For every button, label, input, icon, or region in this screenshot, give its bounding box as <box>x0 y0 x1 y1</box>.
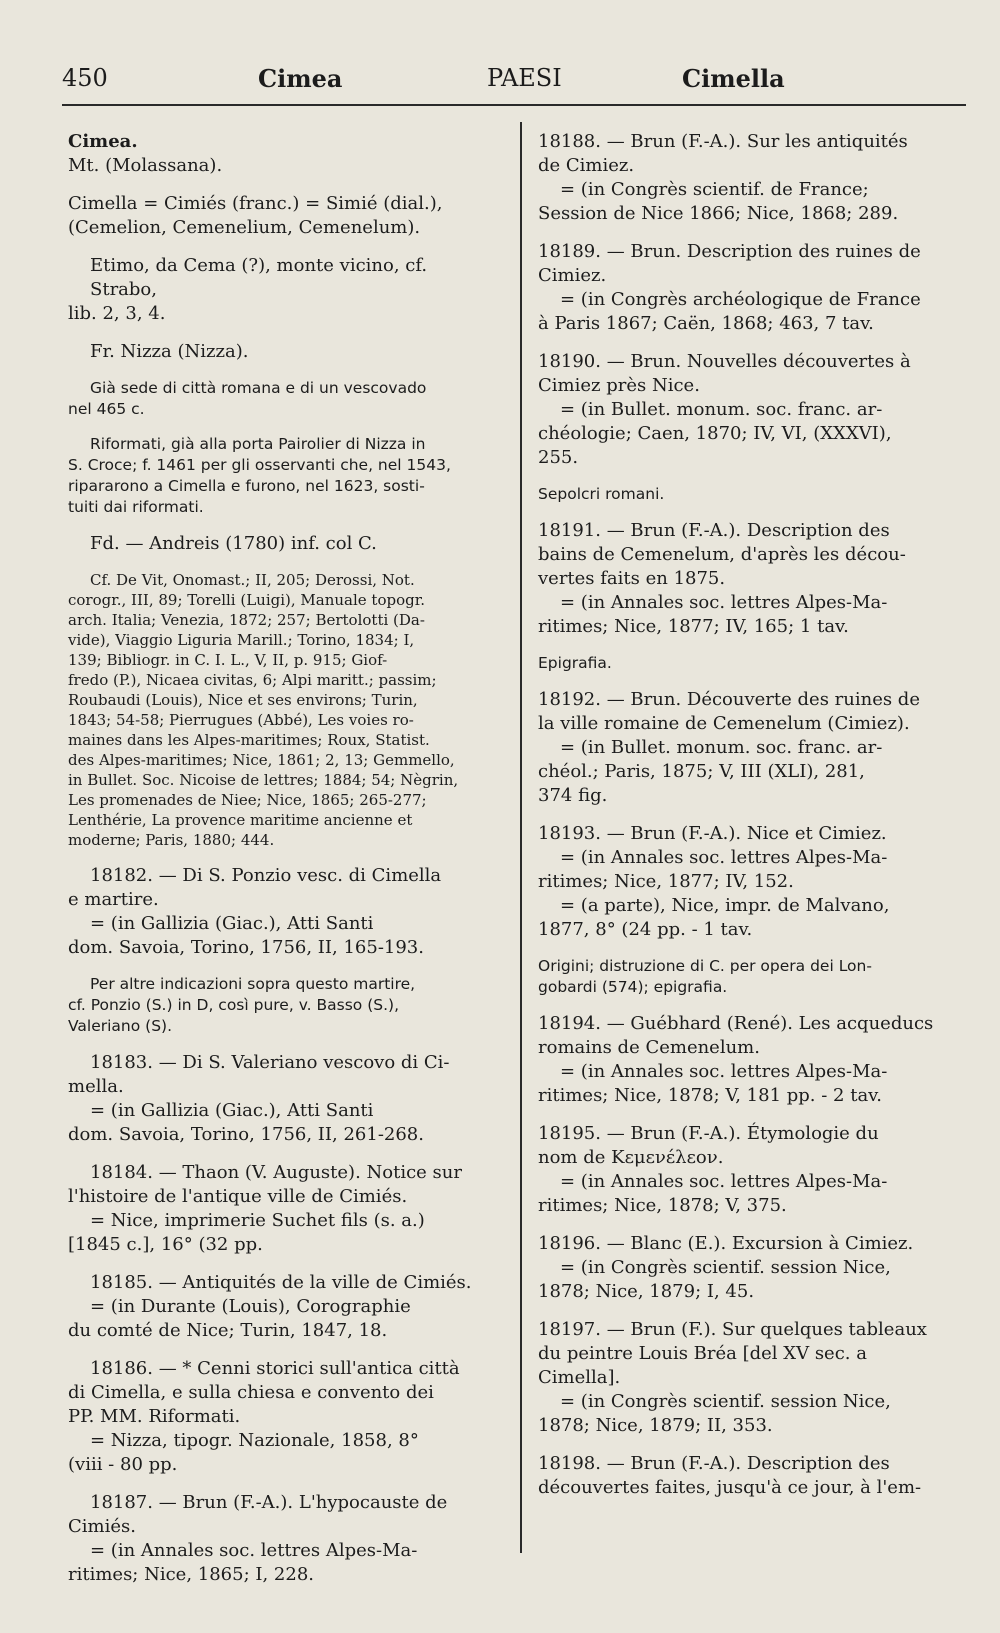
entry-altre <box>68 974 498 1037</box>
entry-line: cf. Ponzio (S.) in D, così pure, v. Basso (S.), <box>68 996 399 1014</box>
entry-line: 18186. — * Cenni storici sull'antica città <box>90 1358 460 1379</box>
entry-line: = (in Durante (Louis), Corographie <box>90 1296 411 1317</box>
entry-line: ritimes; Nice, 1878; V, 181 pp. - 2 tav. <box>538 1085 882 1106</box>
entry-line: Sepolcri romani. <box>538 485 665 503</box>
entry-line: nom de Κεμενέλεον. <box>538 1147 724 1168</box>
entry-line: = (in Annales soc. lettres Alpes-Ma- <box>560 1171 888 1192</box>
entry-line: nel 465 c. <box>68 400 145 418</box>
entry-line: dom. Savoia, Torino, 1756, II, 165-193. <box>68 937 424 958</box>
entry-line: in Bullet. Soc. Nicoise de lettres; 1884; 54; Nègrin, <box>68 771 459 789</box>
entry-line: = Nice, imprimerie Suchet fils (s. a.) <box>90 1210 425 1231</box>
entry-line: fredo (P.), Nicaea civitas, 6; Alpi maritt.; passim; <box>68 671 437 689</box>
entry-line: à Paris 1867; Caën, 1868; 463, 7 tav. <box>538 313 874 334</box>
entry-line: S. Croce; f. 1461 per gli osservanti che, nel 1543, <box>68 456 451 474</box>
entry-cimea <box>68 130 498 178</box>
entry-line: = (in Congrès archéologique de France <box>560 289 921 310</box>
entry-line: du comté de Nice; Turin, 1847, 18. <box>68 1320 388 1341</box>
entry-18185 <box>68 1271 498 1343</box>
entry-line: 18189. — Brun. Description des ruines de <box>538 241 921 262</box>
entry-line: 18183. — Di S. Valeriano vescovo di Ci- <box>90 1052 450 1073</box>
entry-sede <box>68 378 498 420</box>
entry-riformati <box>68 434 498 518</box>
entry-18192 <box>538 688 966 808</box>
entry-cimella <box>68 192 498 240</box>
entry-line: di Cimella, e sulla chiesa e convento dei <box>68 1382 434 1403</box>
entry-line: corogr., III, 89; Torelli (Luigi), Manuale topogr. <box>68 591 426 609</box>
entry-line: chéologie; Caen, 1870; IV, VI, (XXXVI), <box>538 423 892 444</box>
entry-line: 18185. — Antiquités de la ville de Cimiés. <box>90 1272 472 1293</box>
entry-line: 18197. — Brun (F.). Sur quelques tableaux <box>538 1319 927 1340</box>
entry-line: 139; Bibliogr. in C. I. L., V, II, p. 915; Giof- <box>68 651 388 669</box>
entry-line: maines dans les Alpes-maritimes; Roux, Statist. <box>68 731 430 749</box>
entry-line: Cimella]. <box>538 1367 621 1388</box>
entry-line: Valeriano (S). <box>68 1017 173 1035</box>
entry-line: 18191. — Brun (F.-A.). Description des <box>538 520 890 541</box>
entry-line: = (in Congrès scientif. session Nice, <box>560 1257 891 1278</box>
entry-line: Fr. Nizza (Nizza). <box>90 341 249 362</box>
entry-line: Cf. De Vit, Onomast.; II, 205; Derossi, Not. <box>90 571 415 589</box>
entry-line: 18194. — Guébhard (René). Les acqueducs <box>538 1013 934 1034</box>
entry-fr <box>68 340 498 364</box>
entry-line: tuiti dai riformati. <box>68 498 204 516</box>
entry-line: ritimes; Nice, 1878; V, 375. <box>538 1195 787 1216</box>
entry-18197 <box>538 1318 966 1438</box>
entry-line: Cimea. <box>68 131 138 152</box>
entry-line: Lenthérie, La provence maritime ancienne et <box>68 811 413 829</box>
entry-origini <box>538 956 966 998</box>
entry-line: = (in Annales soc. lettres Alpes-Ma- <box>560 592 888 613</box>
entry-line: = (in Annales soc. lettres Alpes-Ma- <box>90 1540 418 1561</box>
entry-line: ritimes; Nice, 1877; IV, 165; 1 tav. <box>538 616 849 637</box>
entry-line: = (in Bullet. monum. soc. franc. ar- <box>560 399 883 420</box>
entry-line: arch. Italia; Venezia, 1872; 257; Bertolotti (Da- <box>68 611 425 629</box>
entry-line: Già sede di città romana e di un vescovado <box>90 379 427 397</box>
entry-line: 18198. — Brun (F.-A.). Description des <box>538 1453 890 1474</box>
entry-line: Per altre indicazioni sopra questo martire, <box>90 975 416 993</box>
entry-line: des Alpes-maritimes; Nice, 1861; 2, 13; Gemmello, <box>68 751 455 769</box>
entry-line: 18182. — Di S. Ponzio vesc. di Cimella <box>90 865 442 886</box>
entry-line: = (in Congrès scientif. session Nice, <box>560 1391 891 1412</box>
entry-line: découvertes faites, jusqu'à ce jour, à l'em- <box>538 1477 922 1498</box>
entry-line: 18188. — Brun (F.-A.). Sur les antiquités <box>538 131 908 152</box>
entry-18184 <box>68 1161 498 1257</box>
entry-line: Roubaudi (Louis), Nice et ses environs; Turin, <box>68 691 418 709</box>
entry-line: = (a parte), Nice, impr. de Malvano, <box>560 895 890 916</box>
entry-sepolcri <box>538 484 966 505</box>
entry-line: Origini; distruzione di C. per opera dei Lon- <box>538 957 872 975</box>
entry-18196 <box>538 1232 966 1304</box>
entry-line: mella. <box>68 1076 124 1097</box>
entry-line: 18187. — Brun (F.-A.). L'hypocauste de <box>90 1492 448 1513</box>
entry-line: chéol.; Paris, 1875; V, III (XLI), 281, <box>538 761 865 782</box>
entry-line: 374 fig. <box>538 785 608 806</box>
entry-line: de Cimiez. <box>538 155 635 176</box>
entry-18186 <box>68 1357 498 1477</box>
entry-line: Session de Nice 1866; Nice, 1868; 289. <box>538 203 899 224</box>
entry-line: Cimiés. <box>68 1516 136 1537</box>
entry-line: ritimes; Nice, 1865; I, 228. <box>68 1564 315 1585</box>
entry-line: Etimo, da Cema (?), monte vicino, cf. Strabo, <box>90 255 428 300</box>
entry-line: bains de Cemenelum, d'après les décou- <box>538 544 906 565</box>
entry-line: (Cemelion, Cemenelium, Cemenelum). <box>68 217 421 238</box>
entry-line: Fd. — Andreis (1780) inf. col C. <box>90 533 377 554</box>
entry-line: = (in Gallizia (Giac.), Atti Santi <box>90 913 374 934</box>
header-left-term: Cimea <box>258 64 343 93</box>
entry-line: 18192. — Brun. Découverte des ruines de <box>538 689 920 710</box>
entry-line: = (in Gallizia (Giac.), Atti Santi <box>90 1100 374 1121</box>
entry-line: vide), Viaggio Liguria Marill.; Torino, 1834; I, <box>68 631 415 649</box>
entry-line: romains de Cemenelum. <box>538 1037 760 1058</box>
entry-line: du peintre Louis Bréa [del XV sec. a <box>538 1343 867 1364</box>
entry-line: 18196. — Blanc (E.). Excursion à Cimiez. <box>538 1233 914 1254</box>
entry-18183 <box>68 1051 498 1147</box>
entry-line: dom. Savoia, Torino, 1756, II, 261-268. <box>68 1124 424 1145</box>
entry-cf <box>68 570 498 850</box>
entry-line: Riformati, già alla porta Pairolier di Nizza in <box>90 435 426 453</box>
entry-18189 <box>538 240 966 336</box>
entry-line: [1845 c.], 16° (32 pp. <box>68 1234 263 1255</box>
entry-line: 1878; Nice, 1879; II, 353. <box>538 1415 773 1436</box>
entry-line: vertes faits en 1875. <box>538 568 726 589</box>
entry-line: moderne; Paris, 1880; 444. <box>68 831 275 849</box>
entry-line: Epigrafia. <box>538 654 612 672</box>
entry-18182 <box>68 864 498 960</box>
entry-line: lib. 2, 3, 4. <box>68 303 166 324</box>
entry-line: 1878; Nice, 1879; I, 45. <box>538 1281 755 1302</box>
entry-18198 <box>538 1452 966 1500</box>
right-column <box>538 130 966 1573</box>
entry-line: PP. MM. Riformati. <box>68 1406 241 1427</box>
entry-line: 18195. — Brun (F.-A.). Étymologie du <box>538 1123 879 1144</box>
entry-line: ritimes; Nice, 1877; IV, 152. <box>538 871 794 892</box>
entry-line: gobardi (574); epigrafia. <box>538 978 728 996</box>
entry-line: = (in Bullet. monum. soc. franc. ar- <box>560 737 883 758</box>
entry-etimo <box>68 254 498 326</box>
entry-line: (viii - 80 pp. <box>68 1454 178 1475</box>
entry-18195 <box>538 1122 966 1218</box>
entry-line: = Nizza, tipogr. Nazionale, 1858, 8° <box>90 1430 419 1451</box>
column-divider <box>520 122 522 1553</box>
entry-line: 1877, 8° (24 pp. - 1 tav. <box>538 919 753 940</box>
entry-18190 <box>538 350 966 470</box>
entry-line: Les promenades de Niee; Nice, 1865; 265-277; <box>68 791 427 809</box>
entry-line: = (in Annales soc. lettres Alpes-Ma- <box>560 847 888 868</box>
entry-line: Mt. (Molassana). <box>68 155 223 176</box>
entry-line: Cimiez près Nice. <box>538 375 700 396</box>
entry-18187 <box>68 1491 498 1587</box>
running-header <box>62 58 966 102</box>
entry-line: ripararono a Cimella e furono, nel 1623, sosti- <box>68 477 425 495</box>
entry-line: 18190. — Brun. Nouvelles découvertes à <box>538 351 911 372</box>
entry-fd <box>68 532 498 556</box>
header-right-term: Cimella <box>682 64 785 93</box>
entry-line: = (in Annales soc. lettres Alpes-Ma- <box>560 1061 888 1082</box>
entry-18188 <box>538 130 966 226</box>
entry-line: = (in Congrès scientif. de France; <box>560 179 869 200</box>
entry-line: 18193. — Brun (F.-A.). Nice et Cimiez. <box>538 823 887 844</box>
entry-epigrafia <box>538 653 966 674</box>
entry-line: la ville romaine de Cemenelum (Cimiez). <box>538 713 910 734</box>
entry-18194 <box>538 1012 966 1108</box>
entry-line: Cimella = Cimiés (franc.) = Simié (dial.), <box>68 193 443 214</box>
entry-line: l'histoire de l'antique ville de Cimiés. <box>68 1186 408 1207</box>
entry-line: e martire. <box>68 889 159 910</box>
entry-line: 18184. — Thaon (V. Auguste). Notice sur <box>90 1162 462 1183</box>
left-column <box>68 130 498 1585</box>
entry-18191 <box>538 519 966 639</box>
page-number: 450 <box>62 64 108 92</box>
entry-line: 255. <box>538 447 579 468</box>
entry-line: 1843; 54-58; Pierrugues (Abbé), Les voies ro- <box>68 711 414 729</box>
header-rule <box>62 104 966 106</box>
header-center: PAESI <box>487 64 562 92</box>
entry-18193 <box>538 822 966 942</box>
entry-line: Cimiez. <box>538 265 607 286</box>
